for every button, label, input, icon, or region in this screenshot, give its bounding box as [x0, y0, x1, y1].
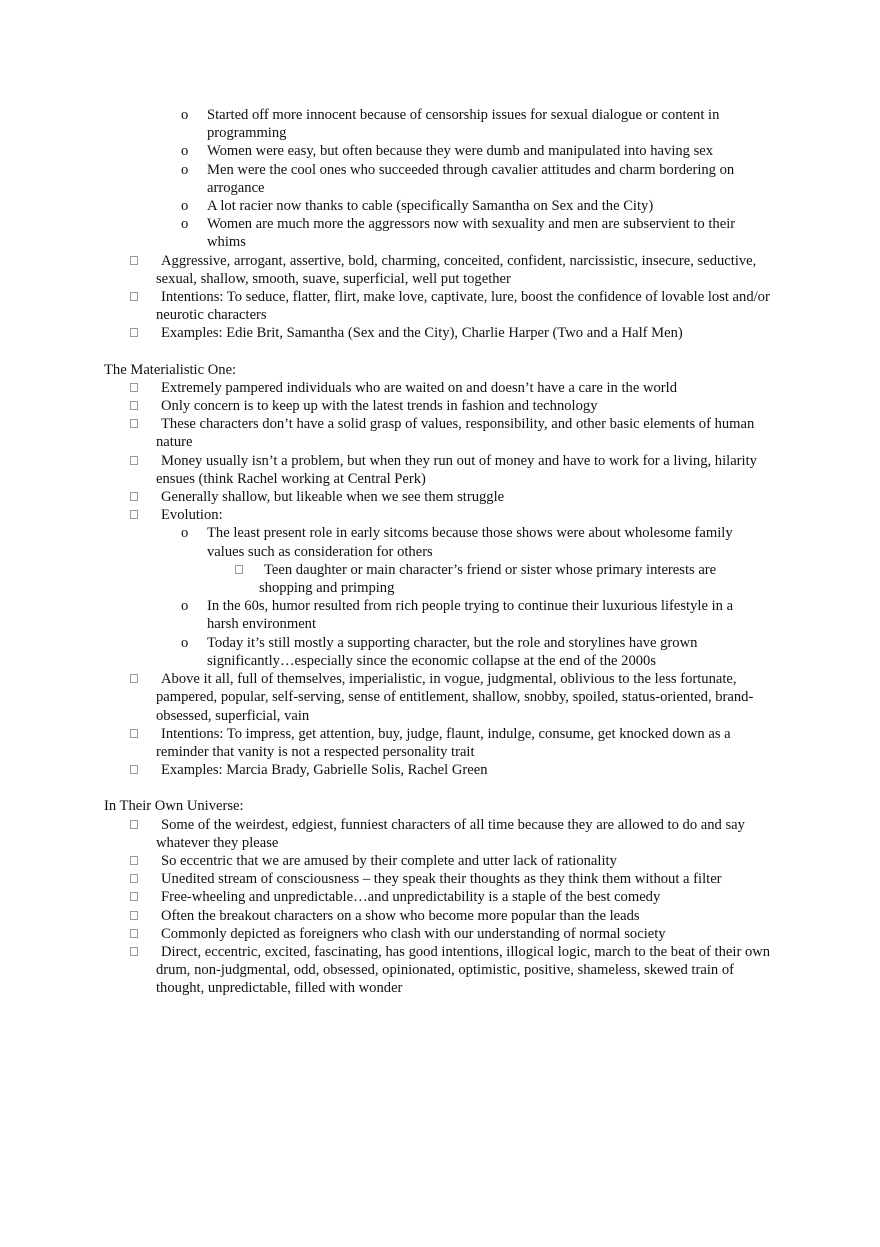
list-item: o Men were the cool ones who succeeded through cavalier attitudes and charm bordering on arrogance — [181, 161, 735, 196]
list-item: Evolution: — [156, 506, 771, 524]
list-item: o Women were easy, but often because they were dumb and manipulated into having sex — [181, 143, 714, 160]
square-bullet-icon — [130, 324, 138, 342]
square-bullet-icon — [130, 888, 138, 906]
square-bullet-icon — [130, 907, 138, 925]
square-bullet-icon — [130, 670, 138, 688]
list-item: o Started off more innocent because of censorship issues for sexual dialogue or content in programming — [181, 107, 720, 142]
list-item: Teen daughter or main character’s friend or sister whose primary interests are shopping and primping — [259, 561, 769, 597]
list-item: Extremely pampered individuals who are waited on and doesn’t have a care in the world — [156, 379, 771, 397]
bullet-o: o — [181, 525, 189, 542]
bullet-o: o — [181, 598, 189, 615]
bullet-o: o — [181, 143, 189, 160]
bullet-o: o — [181, 107, 189, 123]
list-item: Only concern is to keep up with the latest trends in fashion and technology — [156, 397, 771, 415]
square-bullet-icon — [130, 397, 138, 415]
list-item: o Today it’s still mostly a supporting character, but the role and storylines have grown significantly…especially since the economic collapse at the end of the 2000s — [181, 634, 698, 669]
list-item: Intentions: To seduce, flatter, flirt, make love, captivate, lure, boost the confidence of lovable lost and/or neurotic characters — [156, 288, 771, 324]
bullet-o: o — [181, 198, 189, 215]
list-item: o Women are much more the aggressors now with sexuality and men are subservient to their whims — [181, 216, 736, 251]
list-item: Examples: Marcia Brady, Gabrielle Solis, Rachel Green — [156, 761, 771, 779]
list-item: Often the breakout characters on a show who become more popular than the leads — [156, 907, 771, 925]
square-bullet-icon — [130, 925, 138, 943]
square-bullet-icon — [130, 870, 138, 888]
square-bullet-icon — [130, 415, 138, 433]
list-item: Aggressive, arrogant, assertive, bold, charming, conceited, confident, narcissistic, insecure, seductive, sexual, shallow, smooth, suave, superficial, well put together — [156, 252, 771, 288]
document-body — [0, 106, 880, 998]
square-bullet-icon — [130, 288, 138, 306]
list-item: So eccentric that we are amused by their complete and utter lack of rationality — [156, 852, 771, 870]
list-item: Some of the weirdest, edgiest, funniest characters of all time because they are allowed to do and say whatever they please — [156, 816, 771, 852]
square-bullet-icon — [130, 761, 138, 779]
list-item: Unedited stream of consciousness – they speak their thoughts as they think them without a filter — [156, 870, 771, 888]
bullet-o: o — [181, 634, 189, 651]
list-item: o A lot racier now thanks to cable (specifically Samantha on Sex and the City) — [181, 198, 654, 215]
list-item: Examples: Edie Brit, Samantha (Sex and the City), Charlie Harper (Two and a Half Men) — [156, 324, 771, 342]
square-bullet-icon — [130, 488, 138, 506]
list-item: o The least present role in early sitcoms because those shows were about wholesome family values such as consideration for others — [181, 525, 733, 560]
list-item: o In the 60s, humor resulted from rich people trying to continue their luxurious lifestyle in a harsh environment — [181, 598, 734, 633]
square-bullet-icon — [235, 561, 243, 579]
list-item: Above it all, full of themselves, imperialistic, in vogue, judgmental, oblivious to the less fortunate, pampered, popular, self-serving, sense of entitlement, shallow, snobby, spoiled, status-oriented, brand-obsessed, superficial, vain — [156, 670, 771, 725]
square-bullet-icon — [130, 943, 138, 961]
list-item: Money usually isn’t a problem, but when they run out of money and have to work for a living, hilarity ensues (think Rachel working at Central Perk) — [156, 452, 771, 488]
list-item: Direct, eccentric, excited, fascinating, has good intentions, illogical logic, march to the beat of their own drum, non-judgmental, odd, obsessed, opinionated, optimistic, positive, shameless, skewed train of thought, unpredictable, filled with wonder — [156, 943, 771, 998]
square-bullet-icon — [130, 252, 138, 270]
square-bullet-icon — [130, 725, 138, 743]
square-bullet-icon — [130, 816, 138, 834]
list-item: These characters don’t have a solid grasp of values, responsibility, and other basic elements of human nature — [156, 415, 771, 451]
square-bullet-icon — [130, 852, 138, 870]
list-item: Generally shallow, but likeable when we see them struggle — [156, 488, 771, 506]
list-item: Commonly depicted as foreigners who clash with our understanding of normal society — [156, 925, 771, 943]
bullet-o: o — [181, 216, 189, 233]
square-bullet-icon — [130, 452, 138, 470]
section-heading-materialistic: The Materialistic One: — [104, 361, 237, 378]
list-item: Free-wheeling and unpredictable…and unpredictability is a staple of the best comedy — [156, 888, 771, 906]
square-bullet-icon — [130, 506, 138, 524]
list-item: Intentions: To impress, get attention, buy, judge, flaunt, indulge, consume, get knocked down as a reminder that vanity is not a respected personality trait — [156, 725, 771, 761]
section-heading-universe: In Their Own Universe: — [104, 798, 244, 815]
square-bullet-icon — [130, 379, 138, 397]
bullet-o: o — [181, 161, 189, 178]
